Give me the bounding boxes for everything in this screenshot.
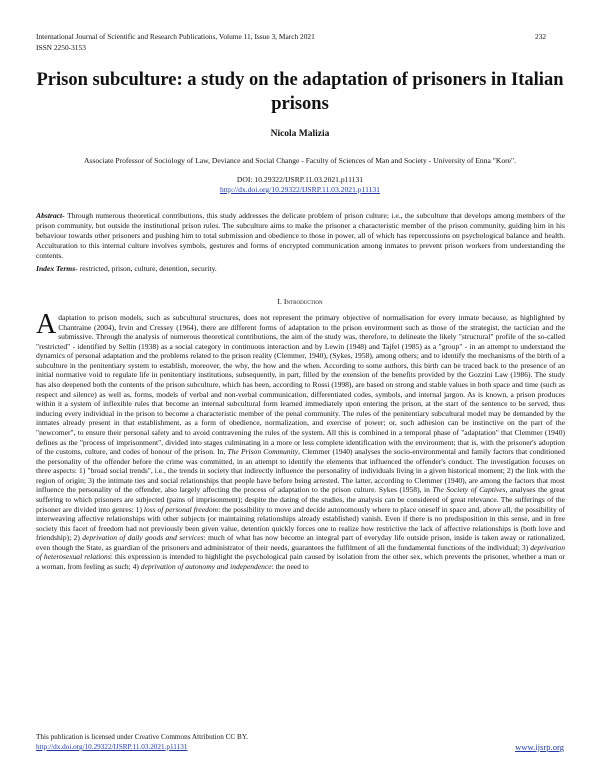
footer-site: [515, 742, 564, 752]
abstract-text: Through numerous theoretical contributions, this study addresses the delicate problem of prison culture; i.e., the subculture that develops among members of the prison community, but outside the institutional prison rules. The subculture aims to make the prisoner a characteristic member of the prison community, guiding him in his behaviour towards other prisoners and pushing him to total submission and obedience to those in power, all of which has repercussions on psychological balance and health. Acculturation to this internal culture involves symbols, gestures and forms of encrypted communication among inmates to prevent prison workers from understanding the contents.: [36, 211, 565, 260]
emphasis-3: deprivation of heterosexual relations: [36, 542, 565, 562]
license-text: This publication is licensed under Creative Commons Attribution CC BY.: [36, 733, 248, 741]
index-terms-text: - restricted, prison, culture, detention, security.: [75, 264, 217, 273]
body-text-5: : much of what has now become an integral part of everyday life outside prison, inside is taken away or rationalized, even though the State, as guardian of the prisoners and administrator of their needs, guarantees the fulfilment of all the fundamental functions of the individual; 3): [36, 533, 565, 552]
abstract: [36, 211, 565, 261]
book-title-2: The Society of Captives: [432, 485, 506, 495]
author-affiliation: Associate Professor of Sociology of Law, Deviance and Social Change - Faculty of Sciences of Man and Society - University of Enna "Kore".: [83, 156, 517, 165]
body-text-3: , analyses the great suffering to which prisoners are subjected (pains of imprisonment); despite the dating of the studies, the analysis can be considered of great relevance. The sufferings of the prisoner are divided into genres: 1): [36, 485, 565, 514]
emphasis-4: deprivation of autonomy and independence: [140, 562, 272, 572]
journal-name: International Journal of Scientific and Research Publications, Volume 11, Issue 3, March 2021: [36, 32, 315, 41]
body-text-7: : the need to: [271, 562, 309, 572]
section-heading: [0, 297, 600, 306]
doi-text: DOI: 10.29322/IJSRP.11.03.2021.p11131: [236, 175, 364, 184]
emphasis-1: loss of personal freedom: [143, 504, 219, 514]
book-title-1: The Prison Community: [227, 447, 299, 457]
page-number: 232: [535, 32, 547, 41]
paper-title: Prison subculture: a study on the adaptation of prisoners in Italian prisons: [36, 70, 564, 114]
emphasis-2: deprivation of daily goods and services: [82, 533, 204, 543]
section-title: Introduction: [283, 297, 323, 306]
index-terms-label: Index Terms: [36, 264, 76, 273]
doi-link[interactable]: http://dx.doi.org/10.29322/IJSRP.11.03.2021.p11131: [220, 185, 380, 194]
journal-site-link[interactable]: www.ijsrp.org: [515, 742, 564, 752]
body-paragraph: [36, 309, 566, 572]
doi-block: [0, 175, 600, 195]
body-text-6: : this expression is intended to highlight the psychological pain caused by isolation from the other sex, which prevents the prisoner, whether a man or a woman, from feeling as such; 4): [36, 552, 566, 572]
footer-doi-link[interactable]: http://dx.doi.org/10.29322/IJSRP.11.03.2021.p11131: [36, 743, 188, 751]
body-text-2: , Clemmer (1940) analyses the socio-environmental and family factors that conditioned the personality of the offender before the crime was committed, in an attempt to identify the elements that influenced the offender's conduct. The investigation focuses on three aspects: 1) "broad social trends", i.e., the trends in society that indirectly influence the personality of individuals living in a given historical moment; 2) the link with the region of origin; 3) the intimate ties and social relationships that people have before being arrested. The latter, according to Clemmer (1940), are among the factors that most influence the personality of the offender, also largely affecting the process of adaptation to the prison culture. Sykes (1958), in: [36, 447, 565, 495]
body-text-1: daptation to prison models, such as subcultural structures, does not represent the primary objective of normalisation for every inmate because, as highlighted by Chantraine (2004), Irvin and Cressey (1964), there are different forms of adaptation to the prison environment such as those of the strategist, the tactician and the submissive. Through the analysis of numerous theoretical contributions, the aim of the study was, therefore, to delineate the likely "structural" profile of the so-called "restricted" - identified by Sellin (1938) as a social category in continuous interaction and by Lewin (1948) and Tajfel (1985) as a "group" - in an attempt to understand the dynamics of personal adaptation and the problems related to the prison reality (Clemmer, 1940), (Sykes, 1958), among others; and to identify the mechanisms of the birth of a subculture in the penitentiary system to establish, moreover, the why, the how and the when. According to some authors, this birth can be traced back to the presence of an initial normative void to regulate life in penitentiary institutions, subsequently, in part, filled by the exension of the benefits provided by the Gozzini Law (1986). The study has also deepened both the contents of the prison subculture, which has been, according to Rossi (1998), are based on strong and stable values in both space and time (such as respect and silence) as well as, forms, models of verbal and non-verbal communication, differentiated codes, symbols, and internal jargon. As is known, a prison produces within it a system of inflexible rules that become an internal subcultural form learned immediately upon entering the prison, at the start of the sentence to be served, thus inducing every individual in the prison to become a characteristic member of the penal community. The rules of the penitentiary subcultural model may be demanded by the inmates already present in that establishment, as a form of obedience, normalization, and exercise of power; or, such adhesion can be instinctive on the part of the "newcomer", to ensure their personal safety and to avoid contravening the rules of the system. All this is combined in a temporal phase of "adaptation" that Clemmer (1940) defines as the "process of imprisonment", divided into stages culminating in a more or less complete identification with the environment; that is, with the prisoner's adoption of the customs, culture, and codes of honour of the prison. In,: [36, 313, 565, 457]
running-header: [36, 32, 315, 53]
body-text-4: : the possibility to move and decide autonomously where to place oneself in space and, above all, the possibility of interweaving affective relationships with other subjects (or maintaining relationships already established) vanish. Even if there is no predisposition in this sense, and in free society this facet of freedom had not previously been given value, detention quickly forces one to realize how restrictive the lack of affective relationships is (both love and friendship); 2): [36, 504, 565, 543]
abstract-label: Abstract-: [36, 211, 65, 220]
section-number: I.: [277, 297, 282, 306]
issn: ISSN 2250-3153: [36, 42, 86, 52]
drop-cap: A: [36, 309, 57, 340]
index-terms: [36, 264, 565, 274]
author-name: Nicola Malizia: [270, 129, 330, 139]
footer-license: [36, 732, 248, 752]
